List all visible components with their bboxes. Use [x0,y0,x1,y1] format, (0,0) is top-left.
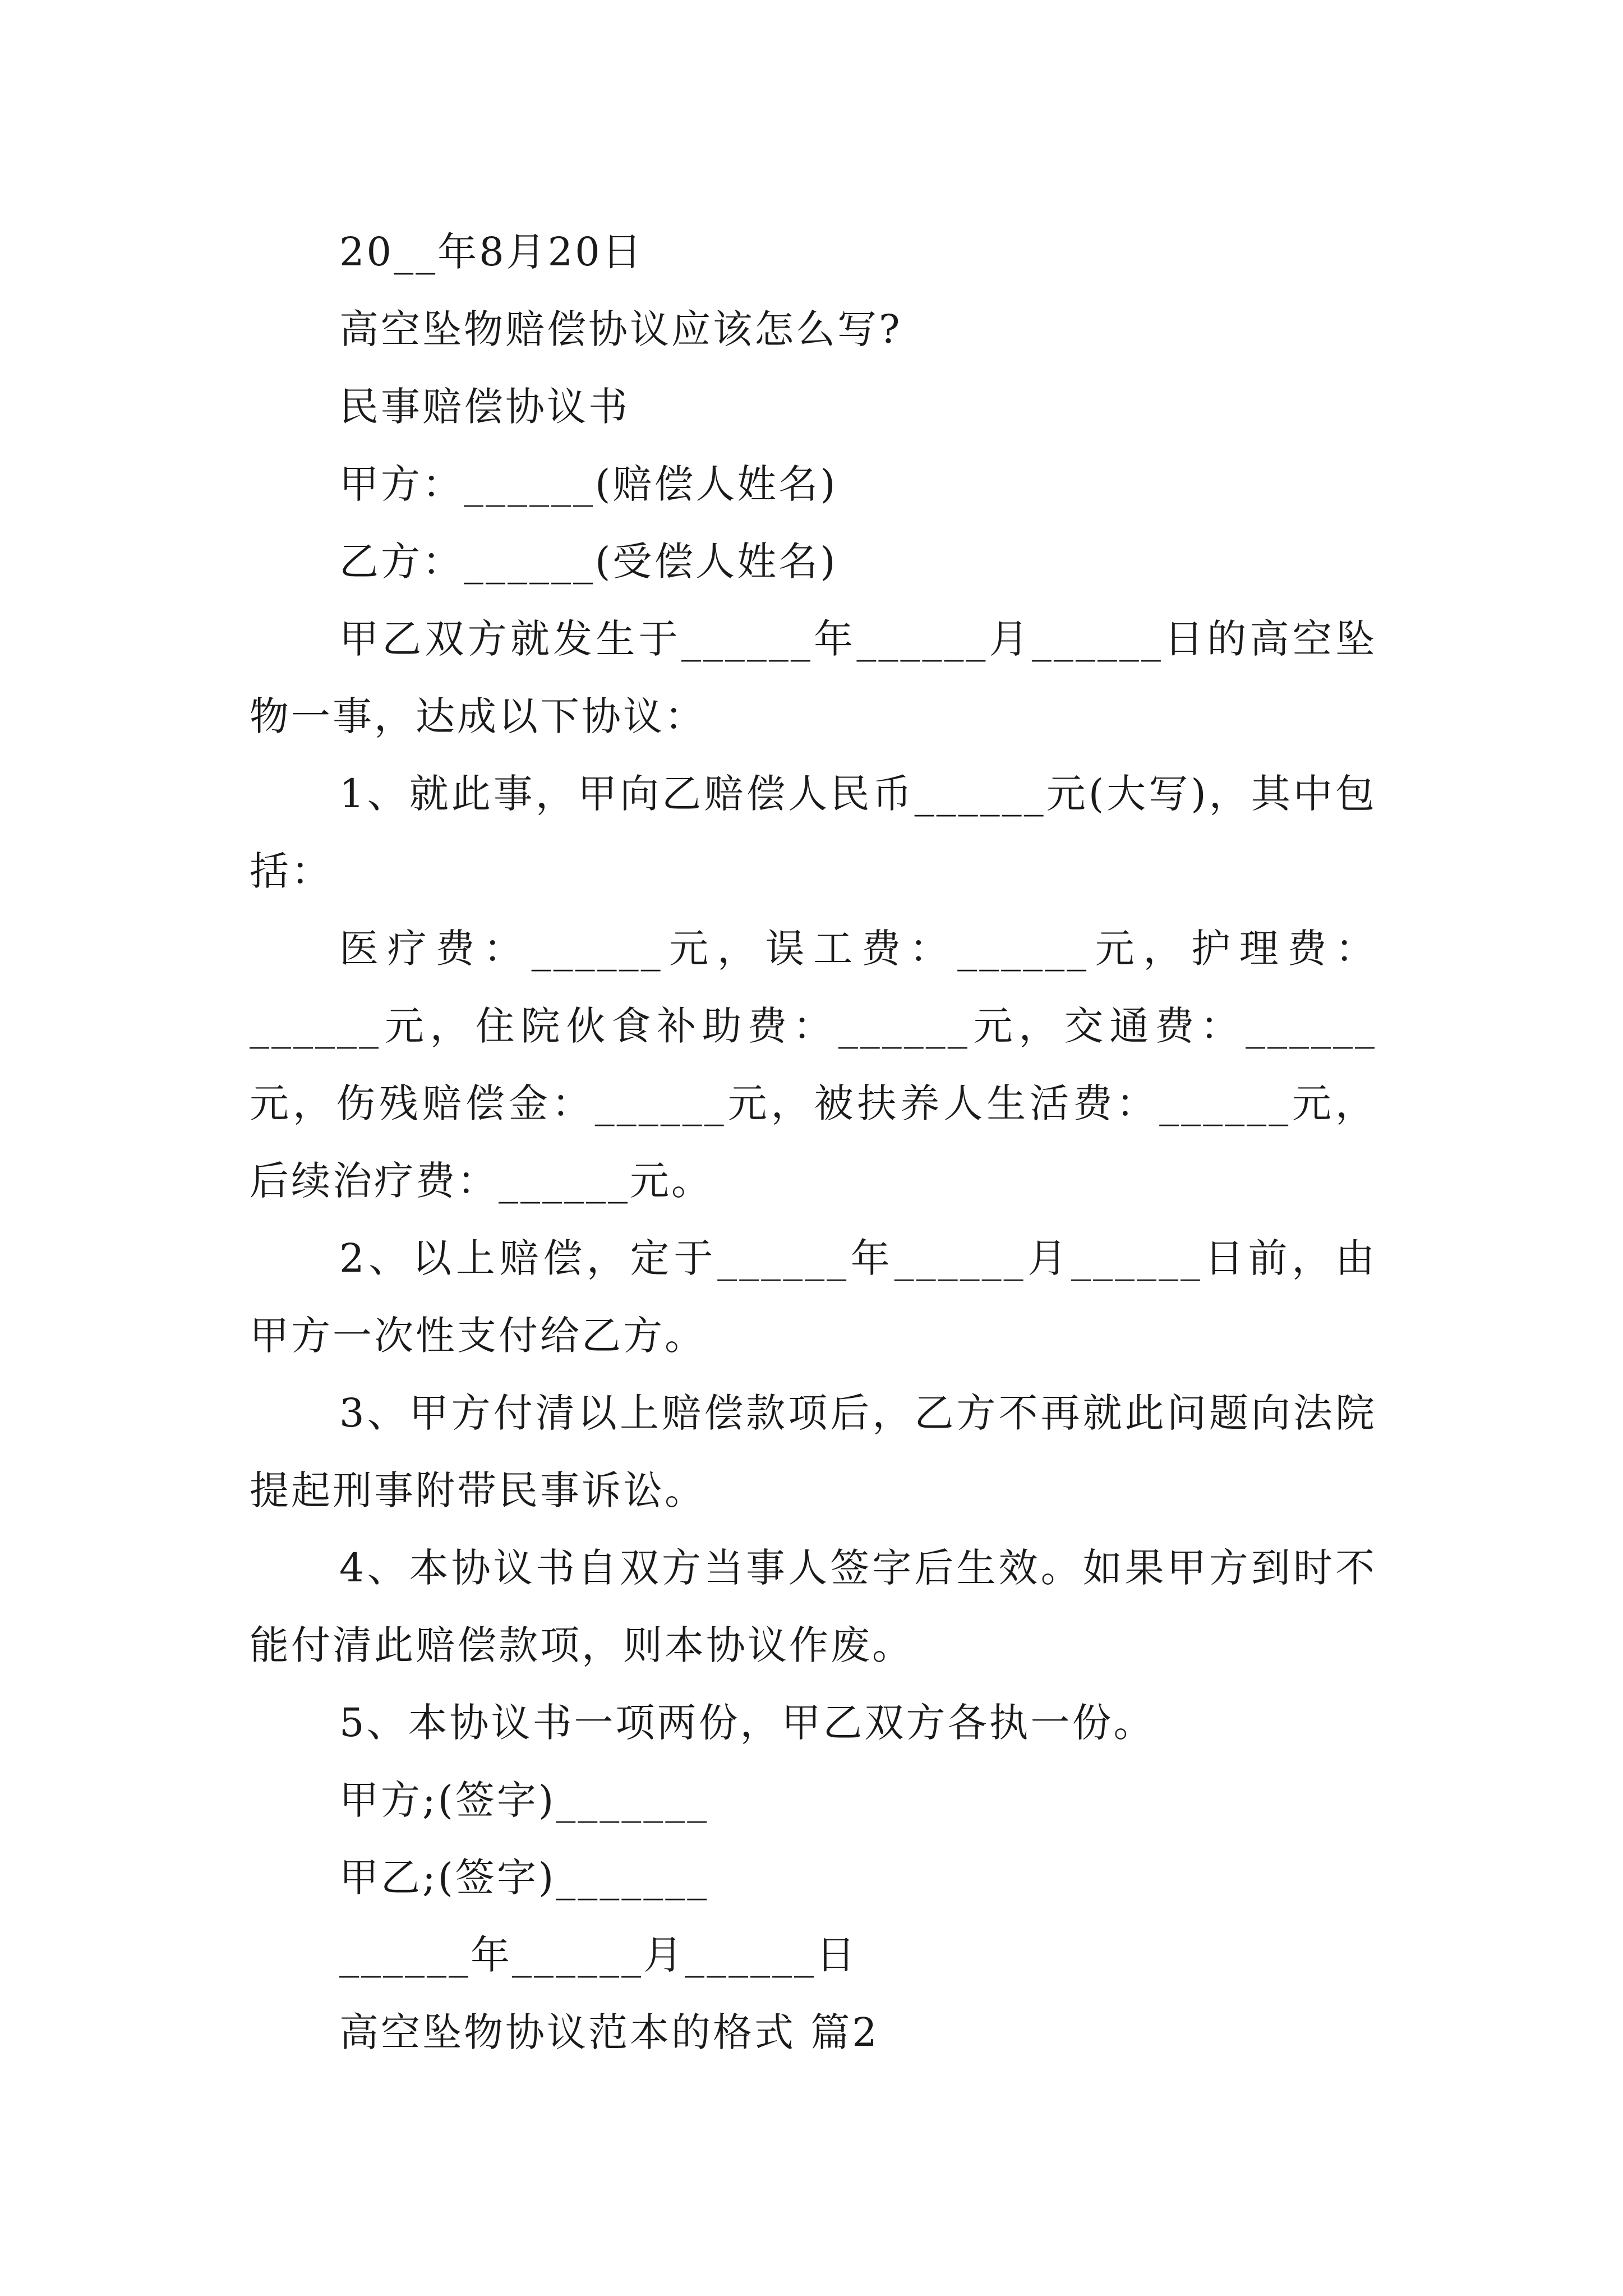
signature-party-b: 甲乙;(签字)_______ [339,1855,709,1901]
clause-2: 2、以上赔偿，定于______年______月______日前，由甲方一次性支付给乙方。 [250,1235,1377,1359]
signature-date: ______年______月______日 [339,1932,857,1978]
agreement-title: 民事赔偿协议书 [339,384,630,430]
party-b-line: 乙方：______(受偿人姓名) [339,539,838,585]
question-heading: 高空坠物赔偿协议应该怎么写? [339,306,902,352]
clause-1: 1、就此事，甲向乙赔偿人民币______元(大写)，其中包括： [250,771,1377,894]
clause-3: 3、甲方付清以上赔偿款项后，乙方不再就此问题向法院提起刑事附带民事诉讼。 [250,1390,1377,1513]
clause-4: 4、本协议书自双方当事人签字后生效。如果甲方到时不能付清此赔偿款项，则本协议作废。 [250,1545,1377,1668]
clause-1-details: 医疗费：______元，误工费：______元，护理费：______元，住院伙食补助费：______元，交通费：______元，伤残赔偿金：______元，被扶养人生活费：______元，后续治疗费：______元。 [250,926,1377,1204]
next-section-title: 高空坠物协议范本的格式 篇2 [339,2009,879,2055]
intro-paragraph: 甲乙双方就发生于______年______月______日的高空坠物一事，达成以下协议： [250,616,1377,739]
date-line: 20__年8月20日 [339,229,644,275]
clause-5: 5、本协议书一项两份，甲乙双方各执一份。 [339,1700,1155,1746]
signature-party-a: 甲方;(签字)_______ [339,1777,709,1823]
document-body [250,213,1377,2071]
party-a-line: 甲方：______(赔偿人姓名) [339,461,838,507]
